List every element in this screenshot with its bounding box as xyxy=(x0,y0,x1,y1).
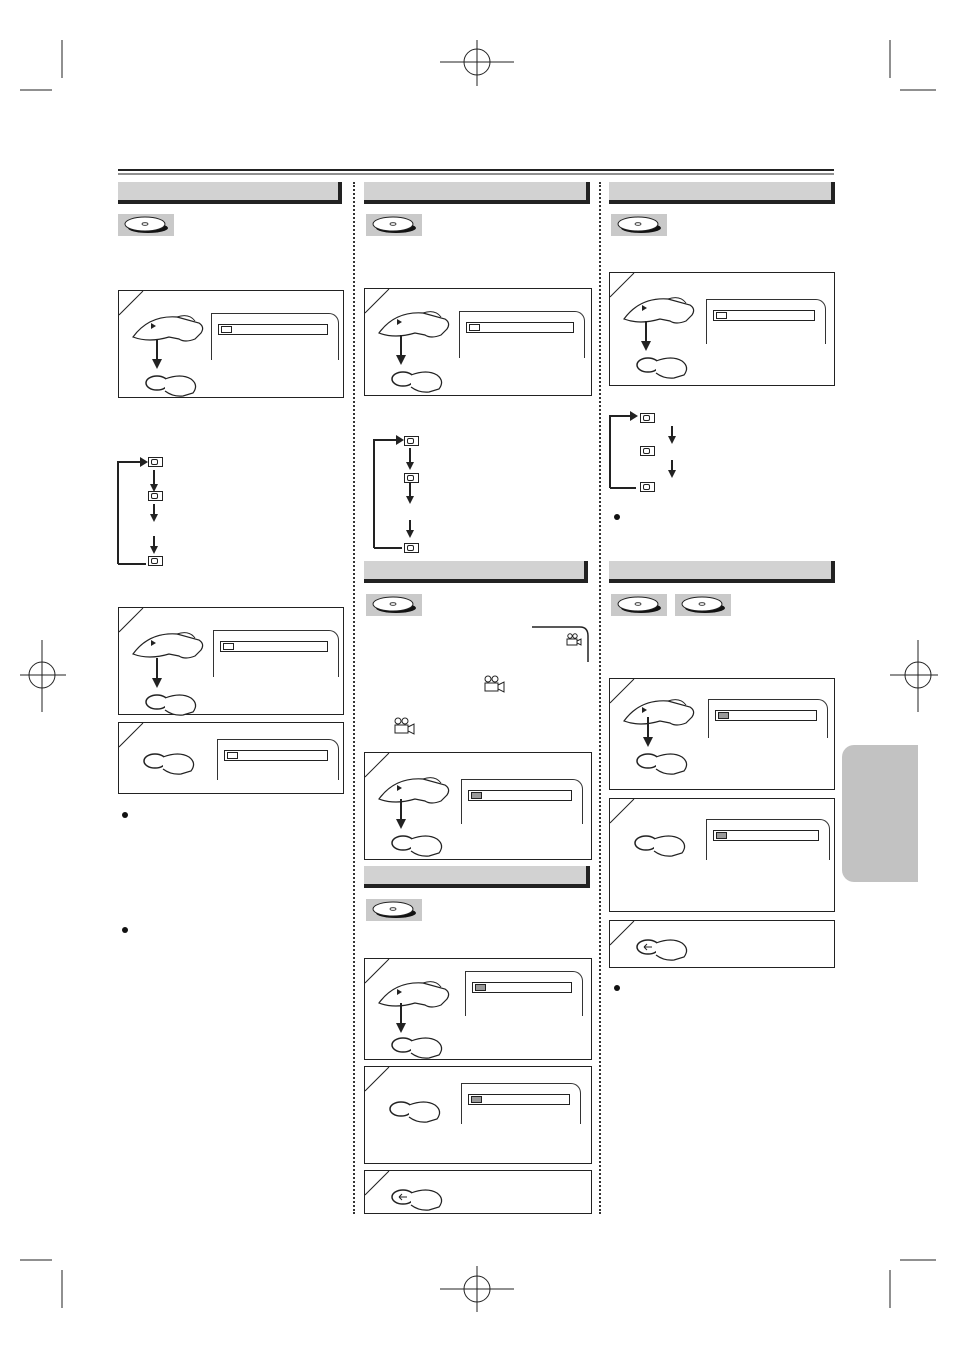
step-box-6 xyxy=(364,1170,592,1214)
step-box-surround xyxy=(609,272,835,386)
osd-bar xyxy=(220,641,328,652)
step-box-angle xyxy=(364,752,592,860)
setup-button-icon xyxy=(389,1031,449,1061)
note-bullet xyxy=(122,812,128,818)
step-corner-mark xyxy=(365,1067,393,1095)
step-corner-mark xyxy=(610,799,638,827)
side-section-tab xyxy=(842,745,918,882)
section-header-marker xyxy=(609,561,835,583)
dvd-disc-icon xyxy=(366,214,422,236)
dvd-disc-icon xyxy=(118,214,174,236)
play-button-icon xyxy=(375,305,455,341)
on-screen-display xyxy=(213,630,339,677)
audio-cycle-diagram xyxy=(368,430,428,552)
surround-icon xyxy=(640,446,655,456)
step-box-5 xyxy=(364,1066,592,1164)
black-level-icon xyxy=(475,984,486,991)
play-button-icon xyxy=(620,693,700,729)
subtitle-icon xyxy=(148,491,163,501)
section-header-subtitle xyxy=(118,182,342,204)
black-level-icon xyxy=(471,1096,482,1103)
setup-button-icon xyxy=(387,1095,447,1125)
on-screen-display xyxy=(706,819,830,860)
setup-button-icon xyxy=(143,369,203,399)
setup-button-icon xyxy=(632,829,692,859)
play-button-icon xyxy=(375,975,455,1011)
setup-button-icon xyxy=(389,365,449,395)
camera-angle-icon xyxy=(392,716,416,736)
osd-bar xyxy=(713,830,819,841)
osd-bar xyxy=(218,324,328,335)
dvd-disc-icon xyxy=(611,594,667,616)
section-header-audio xyxy=(364,182,590,204)
on-screen-display xyxy=(465,971,583,1016)
play-button-icon xyxy=(129,309,209,345)
on-screen-display xyxy=(461,779,583,824)
surround-icon xyxy=(716,312,727,319)
down-arrow-icon xyxy=(643,717,653,747)
step-box-audio xyxy=(364,288,592,396)
osd-bar xyxy=(715,710,817,721)
on-screen-display xyxy=(217,739,339,780)
step-box-2 xyxy=(118,607,344,715)
return-button-icon xyxy=(389,1183,449,1213)
down-arrow-icon xyxy=(152,658,162,688)
subtitle-icon xyxy=(148,457,163,467)
section-header-virtual-surround xyxy=(609,182,835,204)
on-screen-display xyxy=(211,313,339,360)
osd-bar xyxy=(713,310,815,321)
dvd-disc-icon xyxy=(366,594,422,616)
surround-icon xyxy=(640,482,655,492)
audio-icon xyxy=(404,436,419,446)
on-screen-display xyxy=(708,699,828,738)
note-bullet xyxy=(614,985,620,991)
on-screen-display xyxy=(459,311,585,358)
play-button-icon xyxy=(620,291,700,327)
cd-disc-icon xyxy=(675,594,731,616)
audio-icon xyxy=(404,543,419,553)
step-box-9 xyxy=(609,920,835,968)
dvd-disc-icon xyxy=(366,899,422,921)
play-button-icon xyxy=(141,747,201,777)
setup-button-icon xyxy=(389,829,449,859)
step-box-1 xyxy=(118,290,344,398)
down-arrow-icon xyxy=(152,339,162,369)
camera-angle-icon xyxy=(482,674,506,694)
camera-angle-icon xyxy=(567,634,581,645)
section-header-black-level xyxy=(364,866,590,888)
column-divider-right xyxy=(599,182,601,1214)
column-divider-left xyxy=(353,182,355,1214)
osd-bar xyxy=(468,790,572,801)
dvd-disc-icon xyxy=(611,214,667,236)
on-screen-display xyxy=(461,1083,581,1124)
return-button-icon xyxy=(634,933,694,963)
subtitle-icon xyxy=(148,556,163,566)
step-box-3 xyxy=(118,722,344,794)
camera-angle-icon xyxy=(471,792,482,799)
note-bullet xyxy=(122,927,128,933)
osd-bar xyxy=(468,1094,570,1105)
step-box-4 xyxy=(364,958,592,1060)
osd-bar xyxy=(466,322,574,333)
setup-button-icon xyxy=(143,688,203,718)
play-button-icon xyxy=(375,771,455,807)
down-arrow-icon xyxy=(396,1003,406,1033)
audio-icon xyxy=(469,324,480,331)
play-button-icon xyxy=(129,626,209,662)
down-arrow-icon xyxy=(396,799,406,829)
note-bullet xyxy=(614,514,620,520)
section-header-angle xyxy=(364,561,588,583)
step-box-8 xyxy=(609,798,835,912)
osd-bar xyxy=(472,982,572,993)
subtitle-icon xyxy=(223,643,234,650)
marker-icon xyxy=(716,832,727,839)
surround-icon xyxy=(640,413,655,423)
subtitle-cycle-diagram xyxy=(114,452,174,568)
setup-button-icon xyxy=(634,351,694,381)
marker-icon xyxy=(718,712,729,719)
subtitle-icon xyxy=(221,326,232,333)
audio-icon xyxy=(404,473,419,483)
angle-indicator-box xyxy=(530,626,590,664)
down-arrow-icon xyxy=(396,335,406,365)
down-arrow-icon xyxy=(641,321,651,351)
subtitle-icon xyxy=(227,752,238,759)
osd-bar xyxy=(224,750,328,761)
on-screen-display xyxy=(706,299,826,344)
step-box-7 xyxy=(609,678,835,790)
setup-button-icon xyxy=(634,747,694,777)
